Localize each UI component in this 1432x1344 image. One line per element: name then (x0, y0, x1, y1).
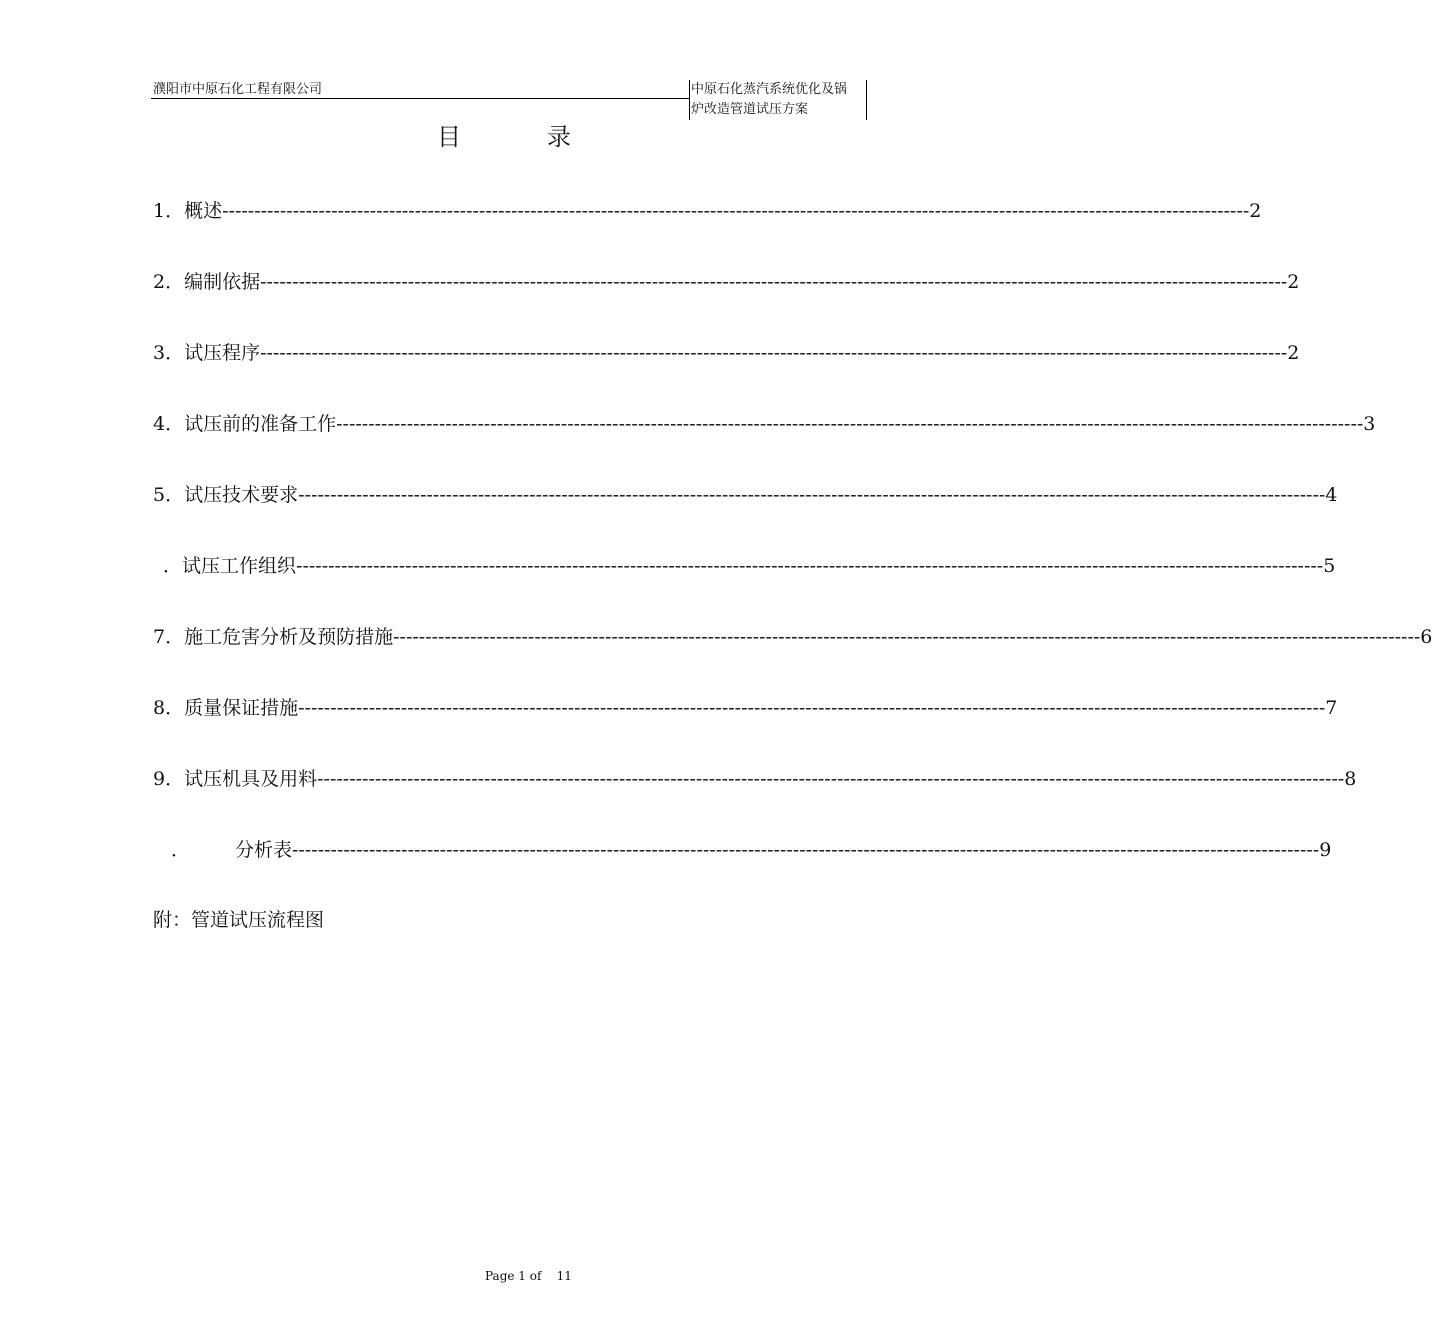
toc-item-leader: ---------------------------------------------------------------------------------------------------------------------------------------------------------------- (260, 342, 1288, 364)
toc-item-page: 7 (1325, 697, 1338, 719)
toc-item-label: 施工危害分析及预防措施 (184, 626, 394, 648)
toc-item (153, 835, 1332, 865)
toc-item (153, 480, 1338, 510)
toc-title (437, 120, 577, 154)
toc-item-number: ． (171, 839, 191, 861)
toc-item (153, 622, 1432, 652)
toc-item-label: 质量保证措施 (184, 697, 299, 719)
toc-item-number: 2． (153, 271, 185, 293)
toc-item-label: 试压程序 (184, 342, 261, 364)
header-project-line2: 炉改造管道试压方案 (691, 102, 809, 117)
header-project-line1: 中原石化蒸汽系统优化及锅 (691, 82, 848, 97)
toc-item-page: 2 (1287, 342, 1300, 364)
header-project-title (689, 80, 867, 120)
toc-item-leader: ---------------------------------------------------------------------------------------------------------------------------------------------------------------- (292, 839, 1320, 861)
toc-item-leader: ---------------------------------------------------------------------------------------------------------------------------------------------------------------- (222, 200, 1250, 222)
toc-item (153, 764, 1357, 794)
toc-item-leader: ---------------------------------------------------------------------------------------------------------------------------------------------------------------- (296, 555, 1324, 577)
toc-item-leader: ---------------------------------------------------------------------------------------------------------------------------------------------------------------- (393, 626, 1421, 648)
page-number-footer: Page 1 of 11 (485, 1269, 572, 1283)
toc-item-page: 3 (1363, 413, 1376, 435)
toc-item-number: 8． (153, 697, 185, 719)
toc-item-leader: ---------------------------------------------------------------------------------------------------------------------------------------------------------------- (260, 271, 1288, 293)
toc-item-number: 5． (153, 484, 185, 506)
toc-item-page: 2 (1249, 200, 1262, 222)
toc-item (153, 196, 1262, 226)
toc-title-char2: 录 (547, 123, 571, 151)
toc-item-label: 试压前的准备工作 (184, 413, 337, 435)
toc-item-label: 试压技术要求 (184, 484, 299, 506)
toc-item-label: 分析表 (235, 839, 293, 861)
toc-item-page: 8 (1344, 768, 1357, 790)
toc-item-label: 编制依据 (184, 271, 261, 293)
toc-item-page: 2 (1287, 271, 1300, 293)
toc-item (153, 551, 1336, 581)
toc-item-page: 9 (1319, 839, 1332, 861)
toc-item-page: 4 (1325, 484, 1338, 506)
toc-item-label: 试压工作组织 (182, 555, 297, 577)
header-rule (151, 98, 689, 99)
toc-item (153, 267, 1300, 297)
toc-item (153, 338, 1300, 368)
toc-item-label: 试压机具及用料 (184, 768, 318, 790)
toc-item-page: 6 (1420, 626, 1432, 648)
toc-appendix: 附：管道试压流程图 (153, 909, 325, 931)
toc-title-char1: 目 (437, 123, 461, 151)
toc-item-number: ． (163, 555, 183, 577)
toc-item-leader: ---------------------------------------------------------------------------------------------------------------------------------------------------------------- (336, 413, 1364, 435)
header-company: 濮阳市中原石化工程有限公司 (153, 82, 323, 97)
toc-item (153, 693, 1338, 723)
toc-item-number: 7． (153, 626, 185, 648)
toc-item-page: 5 (1323, 555, 1336, 577)
toc-item-leader: ---------------------------------------------------------------------------------------------------------------------------------------------------------------- (298, 697, 1326, 719)
toc-item-leader: ---------------------------------------------------------------------------------------------------------------------------------------------------------------- (298, 484, 1326, 506)
toc-item-number: 4． (153, 413, 185, 435)
toc-item-label: 概述 (184, 200, 223, 222)
toc-item-number: 9． (153, 768, 185, 790)
toc-item-leader: ---------------------------------------------------------------------------------------------------------------------------------------------------------------- (317, 768, 1345, 790)
toc-item (153, 409, 1376, 439)
toc-item-number: 1． (153, 200, 185, 222)
toc-item-number: 3． (153, 342, 185, 364)
